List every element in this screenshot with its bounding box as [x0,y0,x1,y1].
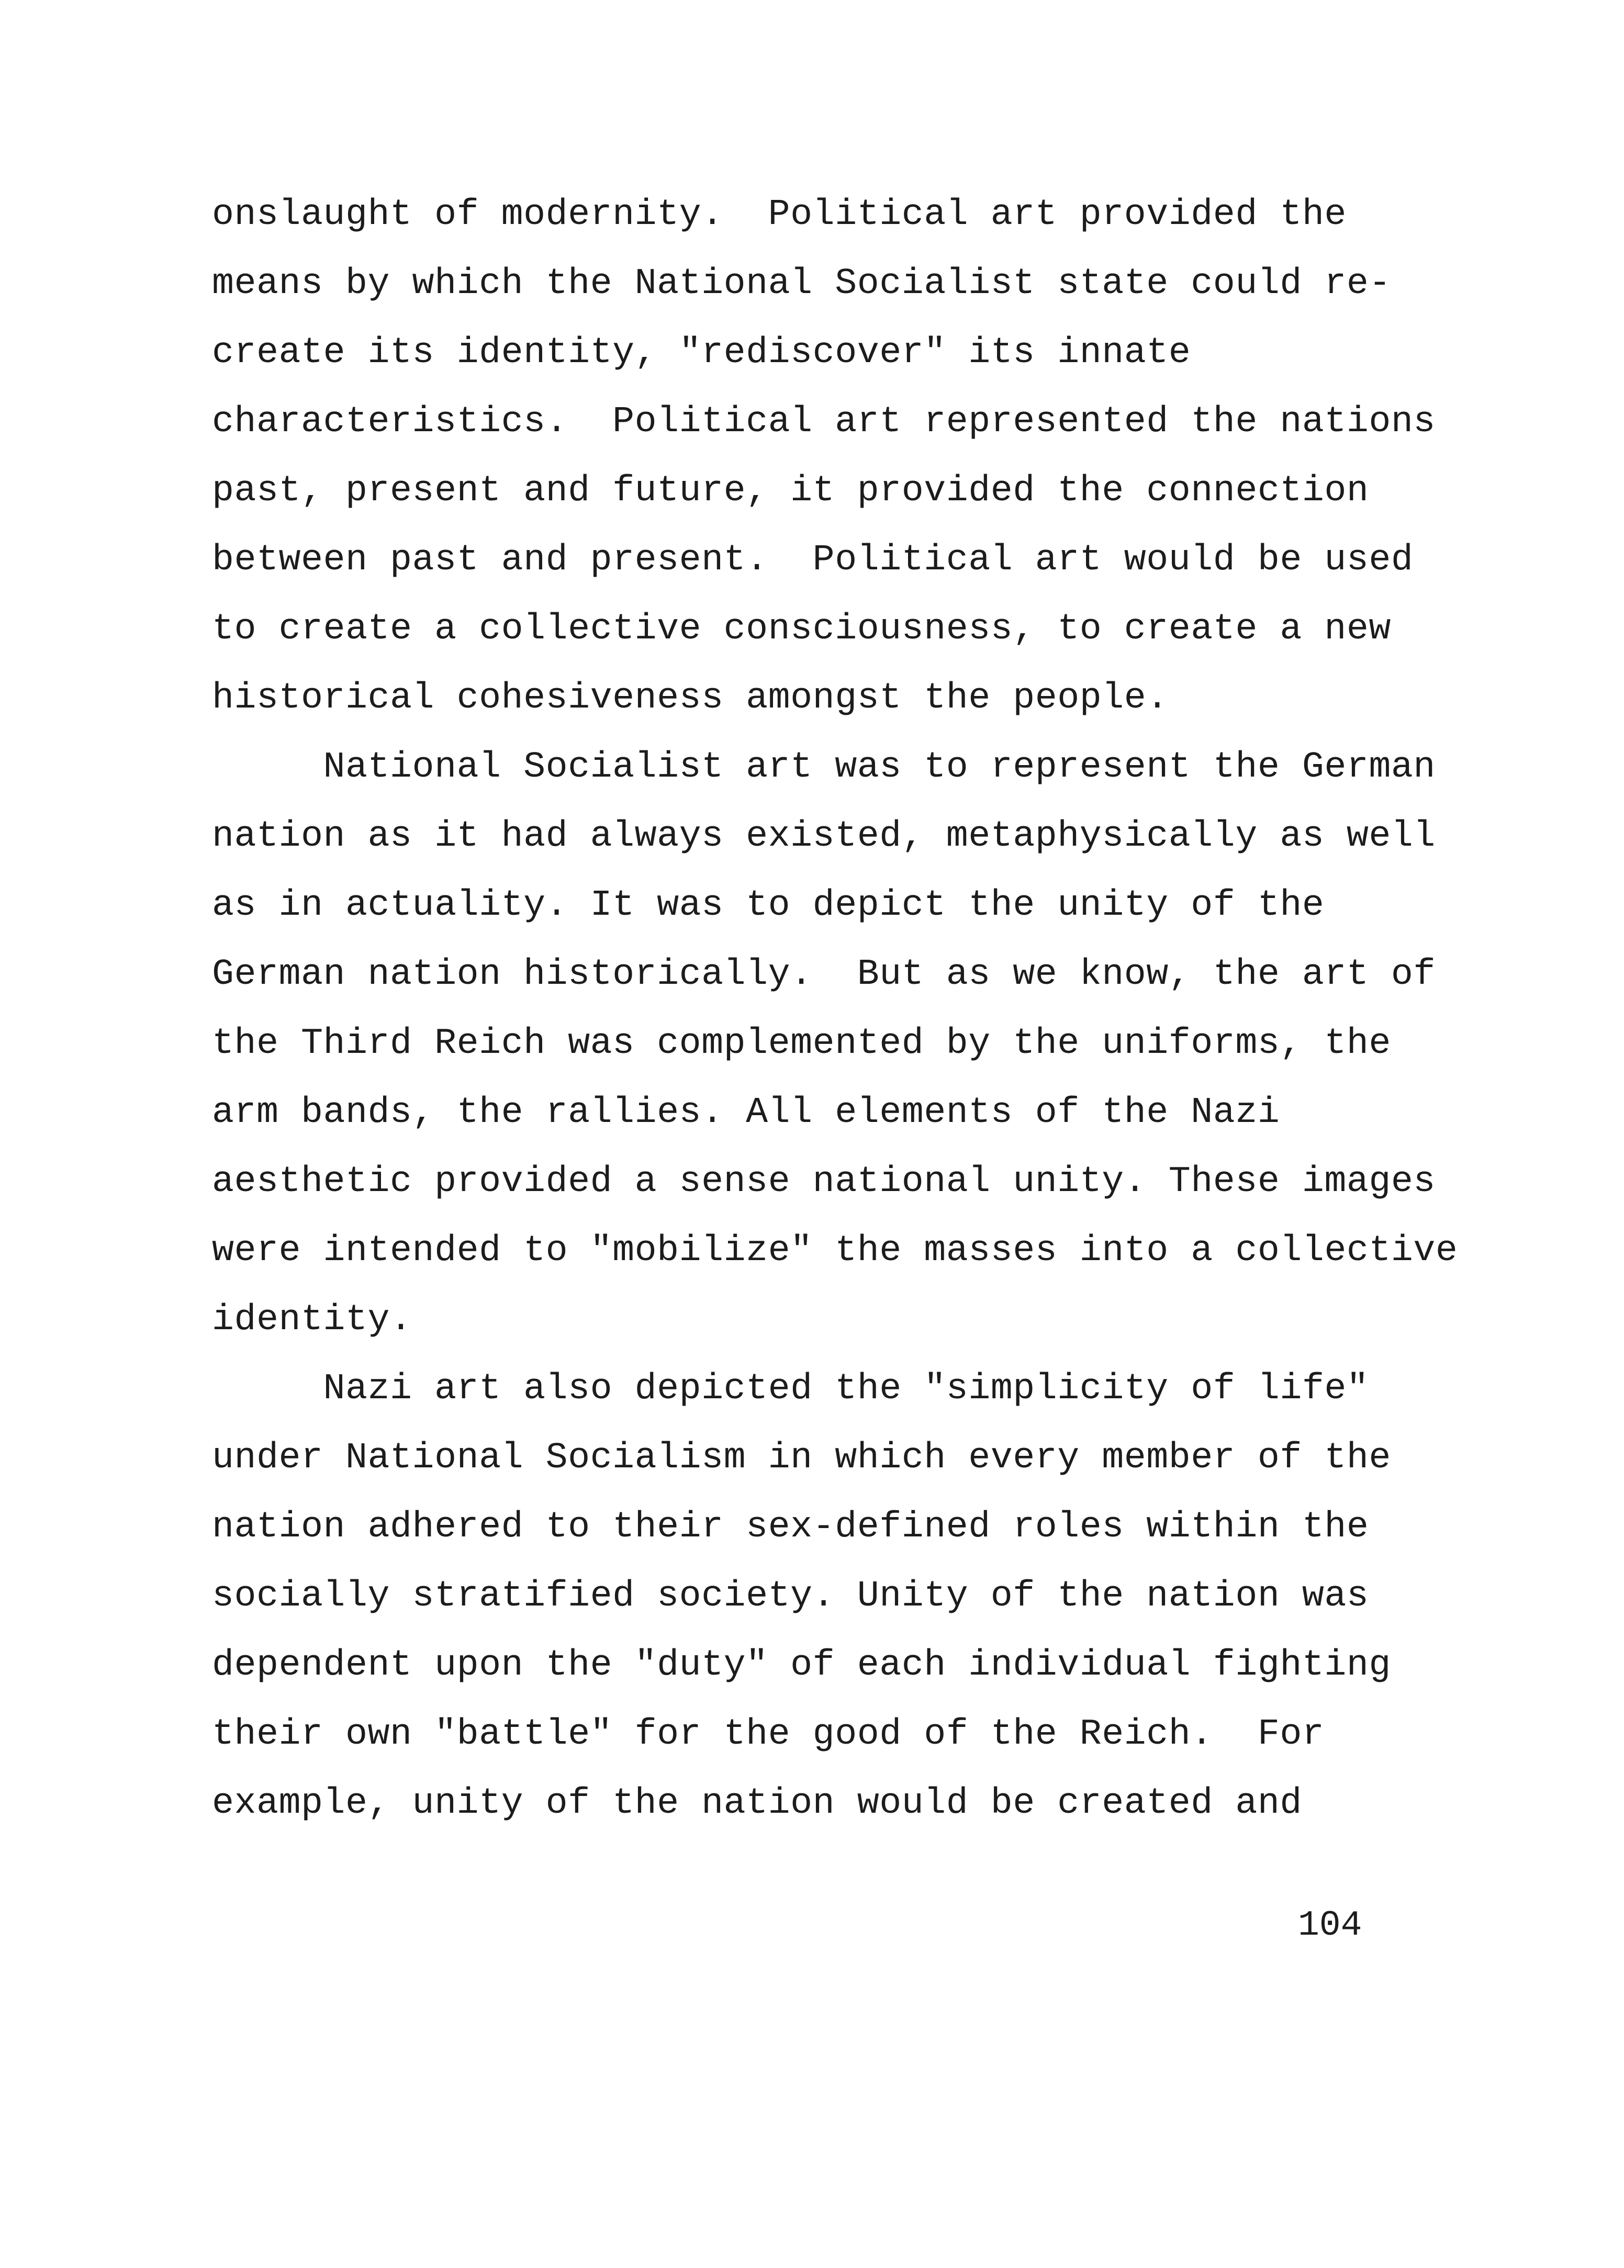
body-text [212,181,1458,1838]
text-line: were intended to "mobilize" the masses into a collective [212,1230,1458,1272]
text-line: under National Socialism in which every member of the [212,1438,1391,1479]
text-line: means by which the National Socialist state could re- [212,263,1391,305]
text-line: German nation historically. But as we know, the art of [212,954,1436,995]
text-line: arm bands, the rallies. All elements of the Nazi [212,1092,1280,1133]
text-line: past, present and future, it provided the connection [212,470,1369,512]
text-line: to create a collective consciousness, to create a new [212,609,1391,650]
text-line: between past and present. Political art would be used [212,540,1414,581]
text-line: example, unity of the nation would be created and [212,1783,1302,1824]
text-line: identity. [212,1299,412,1341]
text-line: the Third Reich was complemented by the uniforms, the [212,1023,1391,1064]
text-line: as in actuality. It was to depict the unity of the [212,885,1325,926]
text-line: historical cohesiveness amongst the people. [212,678,1169,719]
text-line: characteristics. Political art represented the nations [212,401,1436,443]
text-line: create its identity, "rediscover" its innate [212,332,1191,374]
text-line: nation adhered to their sex-defined roles within the [212,1507,1369,1548]
text-line: their own "battle" for the good of the Reich. For [212,1714,1325,1755]
page-number: 104 [1298,1905,1362,1946]
text-line: onslaught of modernity. Political art provided the [212,194,1347,235]
text-line: aesthetic provided a sense national unity. These images [212,1161,1436,1203]
text-line: nation as it had always existed, metaphysically as well [212,816,1436,857]
text-line: socially stratified society. Unity of the nation was [212,1576,1369,1617]
text-line: National Socialist art was to represent the German [212,747,1436,788]
text-line: dependent upon the "duty" of each individual fighting [212,1645,1391,1686]
text-line: Nazi art also depicted the "simplicity of life" [212,1368,1369,1410]
